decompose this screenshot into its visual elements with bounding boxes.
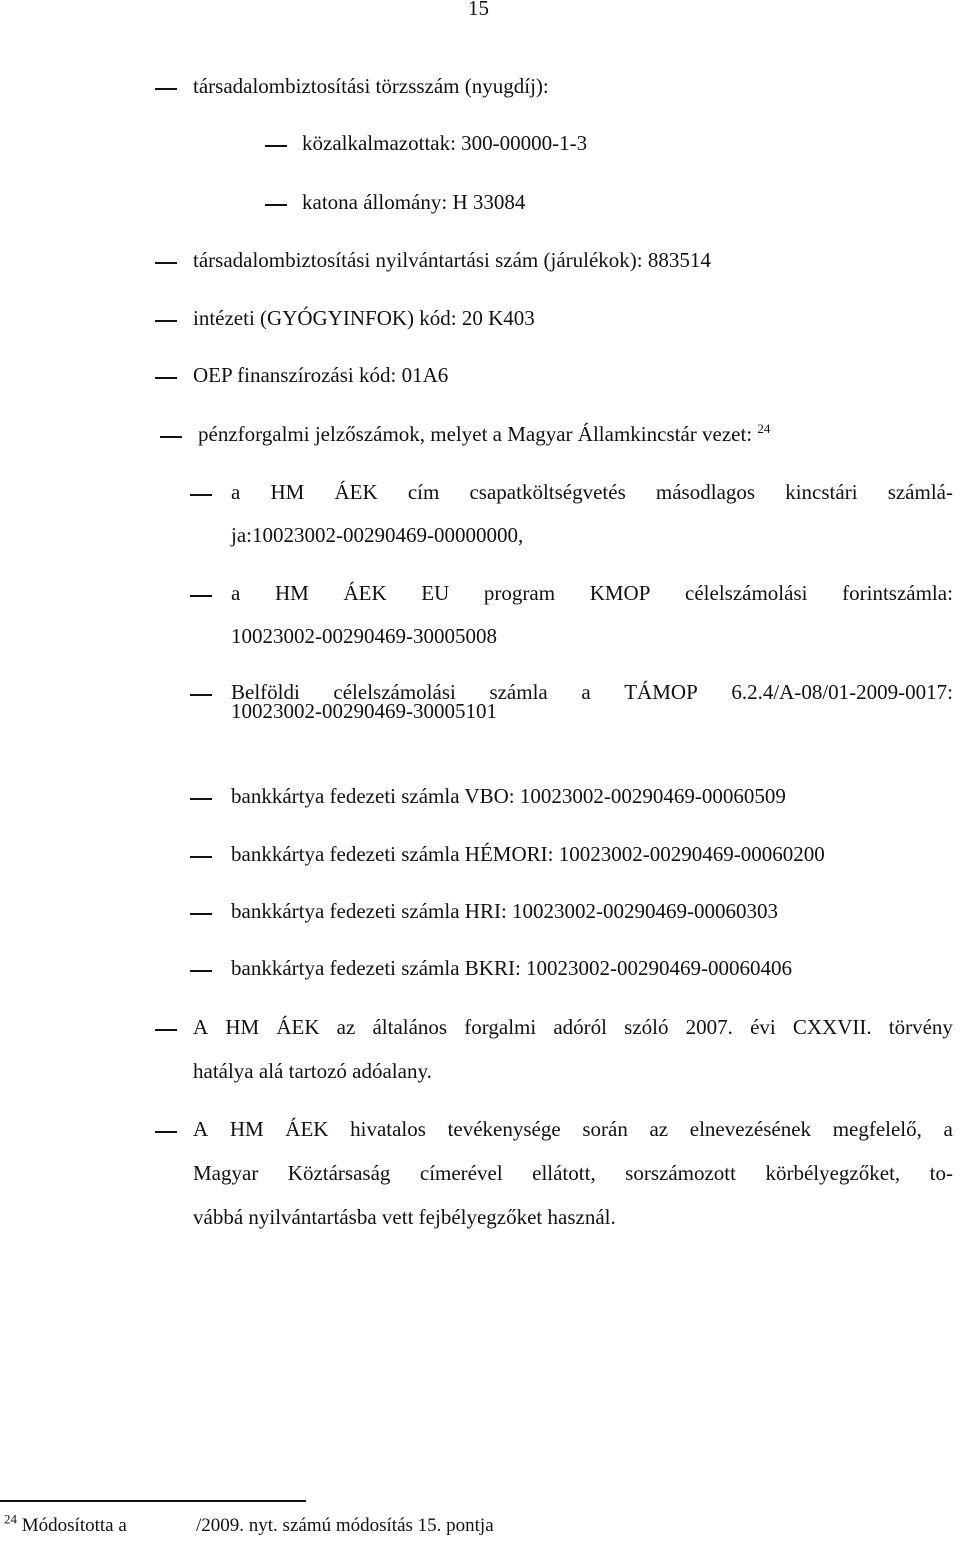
- word: HM: [270, 480, 305, 504]
- word: CXXVII.: [792, 1015, 872, 1039]
- word: évi: [750, 1015, 776, 1039]
- word: 2007.: [685, 1015, 733, 1039]
- list-dash: [190, 494, 212, 496]
- word: program: [483, 581, 556, 605]
- account-1-line-1: [231, 480, 953, 505]
- card-account-hri: bankkártya fedezeti számla HRI: 10023002-00290469-00060303: [231, 899, 779, 923]
- word: KMOP: [589, 581, 651, 605]
- word: ÁEK: [285, 1117, 329, 1141]
- word: célelszámolási: [685, 581, 808, 605]
- word: csapatköltségvetés: [469, 480, 626, 504]
- word: során: [582, 1117, 628, 1141]
- word: ÁEK: [343, 581, 387, 605]
- word: tevékenysége: [447, 1117, 561, 1141]
- word: TÁMOP: [624, 680, 698, 704]
- word: Belföldi: [231, 680, 300, 704]
- list-dash: [265, 145, 287, 147]
- word: törvény: [888, 1015, 953, 1039]
- word: általános: [372, 1015, 448, 1039]
- word: EU: [421, 581, 450, 605]
- word: szóló: [624, 1015, 669, 1039]
- list-dash: [190, 856, 212, 858]
- account-3-line-2: 10023002-00290469-30005101: [231, 699, 497, 723]
- account-2-line-1: [231, 581, 953, 606]
- footnote-marker: 24: [4, 1511, 17, 1527]
- vat-line-1: [193, 1015, 953, 1040]
- word: 6.2.4/A-08/01-2009-0017:: [731, 680, 953, 704]
- word: megfelelő,: [832, 1117, 922, 1141]
- list-item-registry: társadalombiztosítási nyilvántartási szám (járulékok): 883514: [193, 248, 711, 272]
- word: A: [193, 1117, 209, 1141]
- word: kincstári: [785, 480, 858, 504]
- list-dash: [190, 970, 212, 972]
- list-dash: [155, 320, 177, 322]
- word: ellátott,: [532, 1161, 596, 1185]
- card-account-hemori: bankkártya fedezeti számla HÉMORI: 10023002-00290469-00060200: [231, 842, 825, 866]
- word: HM: [225, 1015, 260, 1039]
- word: a: [231, 581, 241, 605]
- account-1-line-2: ja:10023002-00290469-00000000,: [231, 523, 524, 547]
- list-dash: [190, 694, 212, 696]
- word: to-: [929, 1161, 953, 1185]
- word: Magyar: [193, 1161, 259, 1185]
- list-item-institute-code: intézeti (GYÓGYINFOK) kód: 20 K403: [193, 306, 535, 330]
- footnote-text-a: Módosította a: [21, 1515, 127, 1536]
- accounts-intro-text: pénzforgalmi jelzőszámok, melyet a Magyar Államkincstár vezet:: [198, 422, 753, 446]
- page-number: 15: [468, 0, 489, 20]
- list-dash: [160, 436, 182, 438]
- word: Köztársaság: [287, 1161, 391, 1185]
- word: HM: [274, 581, 309, 605]
- word: számla: [489, 680, 548, 704]
- footnote-reference: 24: [757, 421, 771, 436]
- list-dash: [190, 595, 212, 597]
- list-dash: [265, 204, 287, 206]
- list-dash: [155, 88, 177, 90]
- list-item-pension-military: katona állomány: H 33084: [302, 190, 526, 214]
- word: számlá-: [887, 480, 953, 504]
- list-item-oep-code: OEP finanszírozási kód: 01A6: [193, 363, 449, 387]
- list-item-pension: társadalombiztosítási törzsszám (nyugdíj):: [193, 74, 549, 98]
- word: A: [193, 1015, 209, 1039]
- list-dash: [190, 798, 212, 800]
- word: az: [336, 1015, 356, 1039]
- footnote: [4, 1511, 127, 1537]
- word: másodlagos: [655, 480, 756, 504]
- word: a: [581, 680, 591, 704]
- word: cím: [407, 480, 440, 504]
- list-dash: [190, 913, 212, 915]
- stamp-line-3: vábbá nyilvántartásba vett fejbélyegzőket használ.: [193, 1205, 616, 1229]
- stamp-line-2: [193, 1161, 953, 1186]
- list-item-accounts-intro: [198, 422, 770, 447]
- word: a: [943, 1117, 953, 1141]
- list-dash: [155, 1029, 177, 1031]
- word: sorszámozott: [625, 1161, 736, 1185]
- word: az: [649, 1117, 669, 1141]
- word: hivatalos: [350, 1117, 426, 1141]
- footnote-text-b: /2009. nyt. számú módosítás 15. pontja: [196, 1515, 494, 1536]
- list-dash: [155, 377, 177, 379]
- word: adóról: [553, 1015, 608, 1039]
- list-item-pension-civil: közalkalmazottak: 300-00000-1-3: [302, 131, 588, 155]
- list-dash: [155, 1131, 177, 1133]
- word: HM: [229, 1117, 264, 1141]
- list-dash: [155, 262, 177, 264]
- word: címerével: [419, 1161, 503, 1185]
- stamp-line-1: [193, 1117, 953, 1142]
- card-account-vbo: bankkártya fedezeti számla VBO: 10023002-00290469-00060509: [231, 784, 786, 808]
- word: elnevezésének: [689, 1117, 812, 1141]
- word: ÁEK: [334, 480, 378, 504]
- word: forintszámla:: [842, 581, 953, 605]
- vat-line-2: hatálya alá tartozó adóalany.: [193, 1059, 432, 1083]
- footnote-separator: [0, 1500, 306, 1502]
- word: a: [231, 480, 241, 504]
- word: célelszámolási: [333, 680, 456, 704]
- word: ÁEK: [276, 1015, 320, 1039]
- word: körbélyegzőket,: [765, 1161, 901, 1185]
- account-2-line-2: 10023002-00290469-30005008: [231, 624, 497, 648]
- card-account-bkri: bankkártya fedezeti számla BKRI: 10023002-00290469-00060406: [231, 956, 793, 980]
- word: forgalmi: [464, 1015, 537, 1039]
